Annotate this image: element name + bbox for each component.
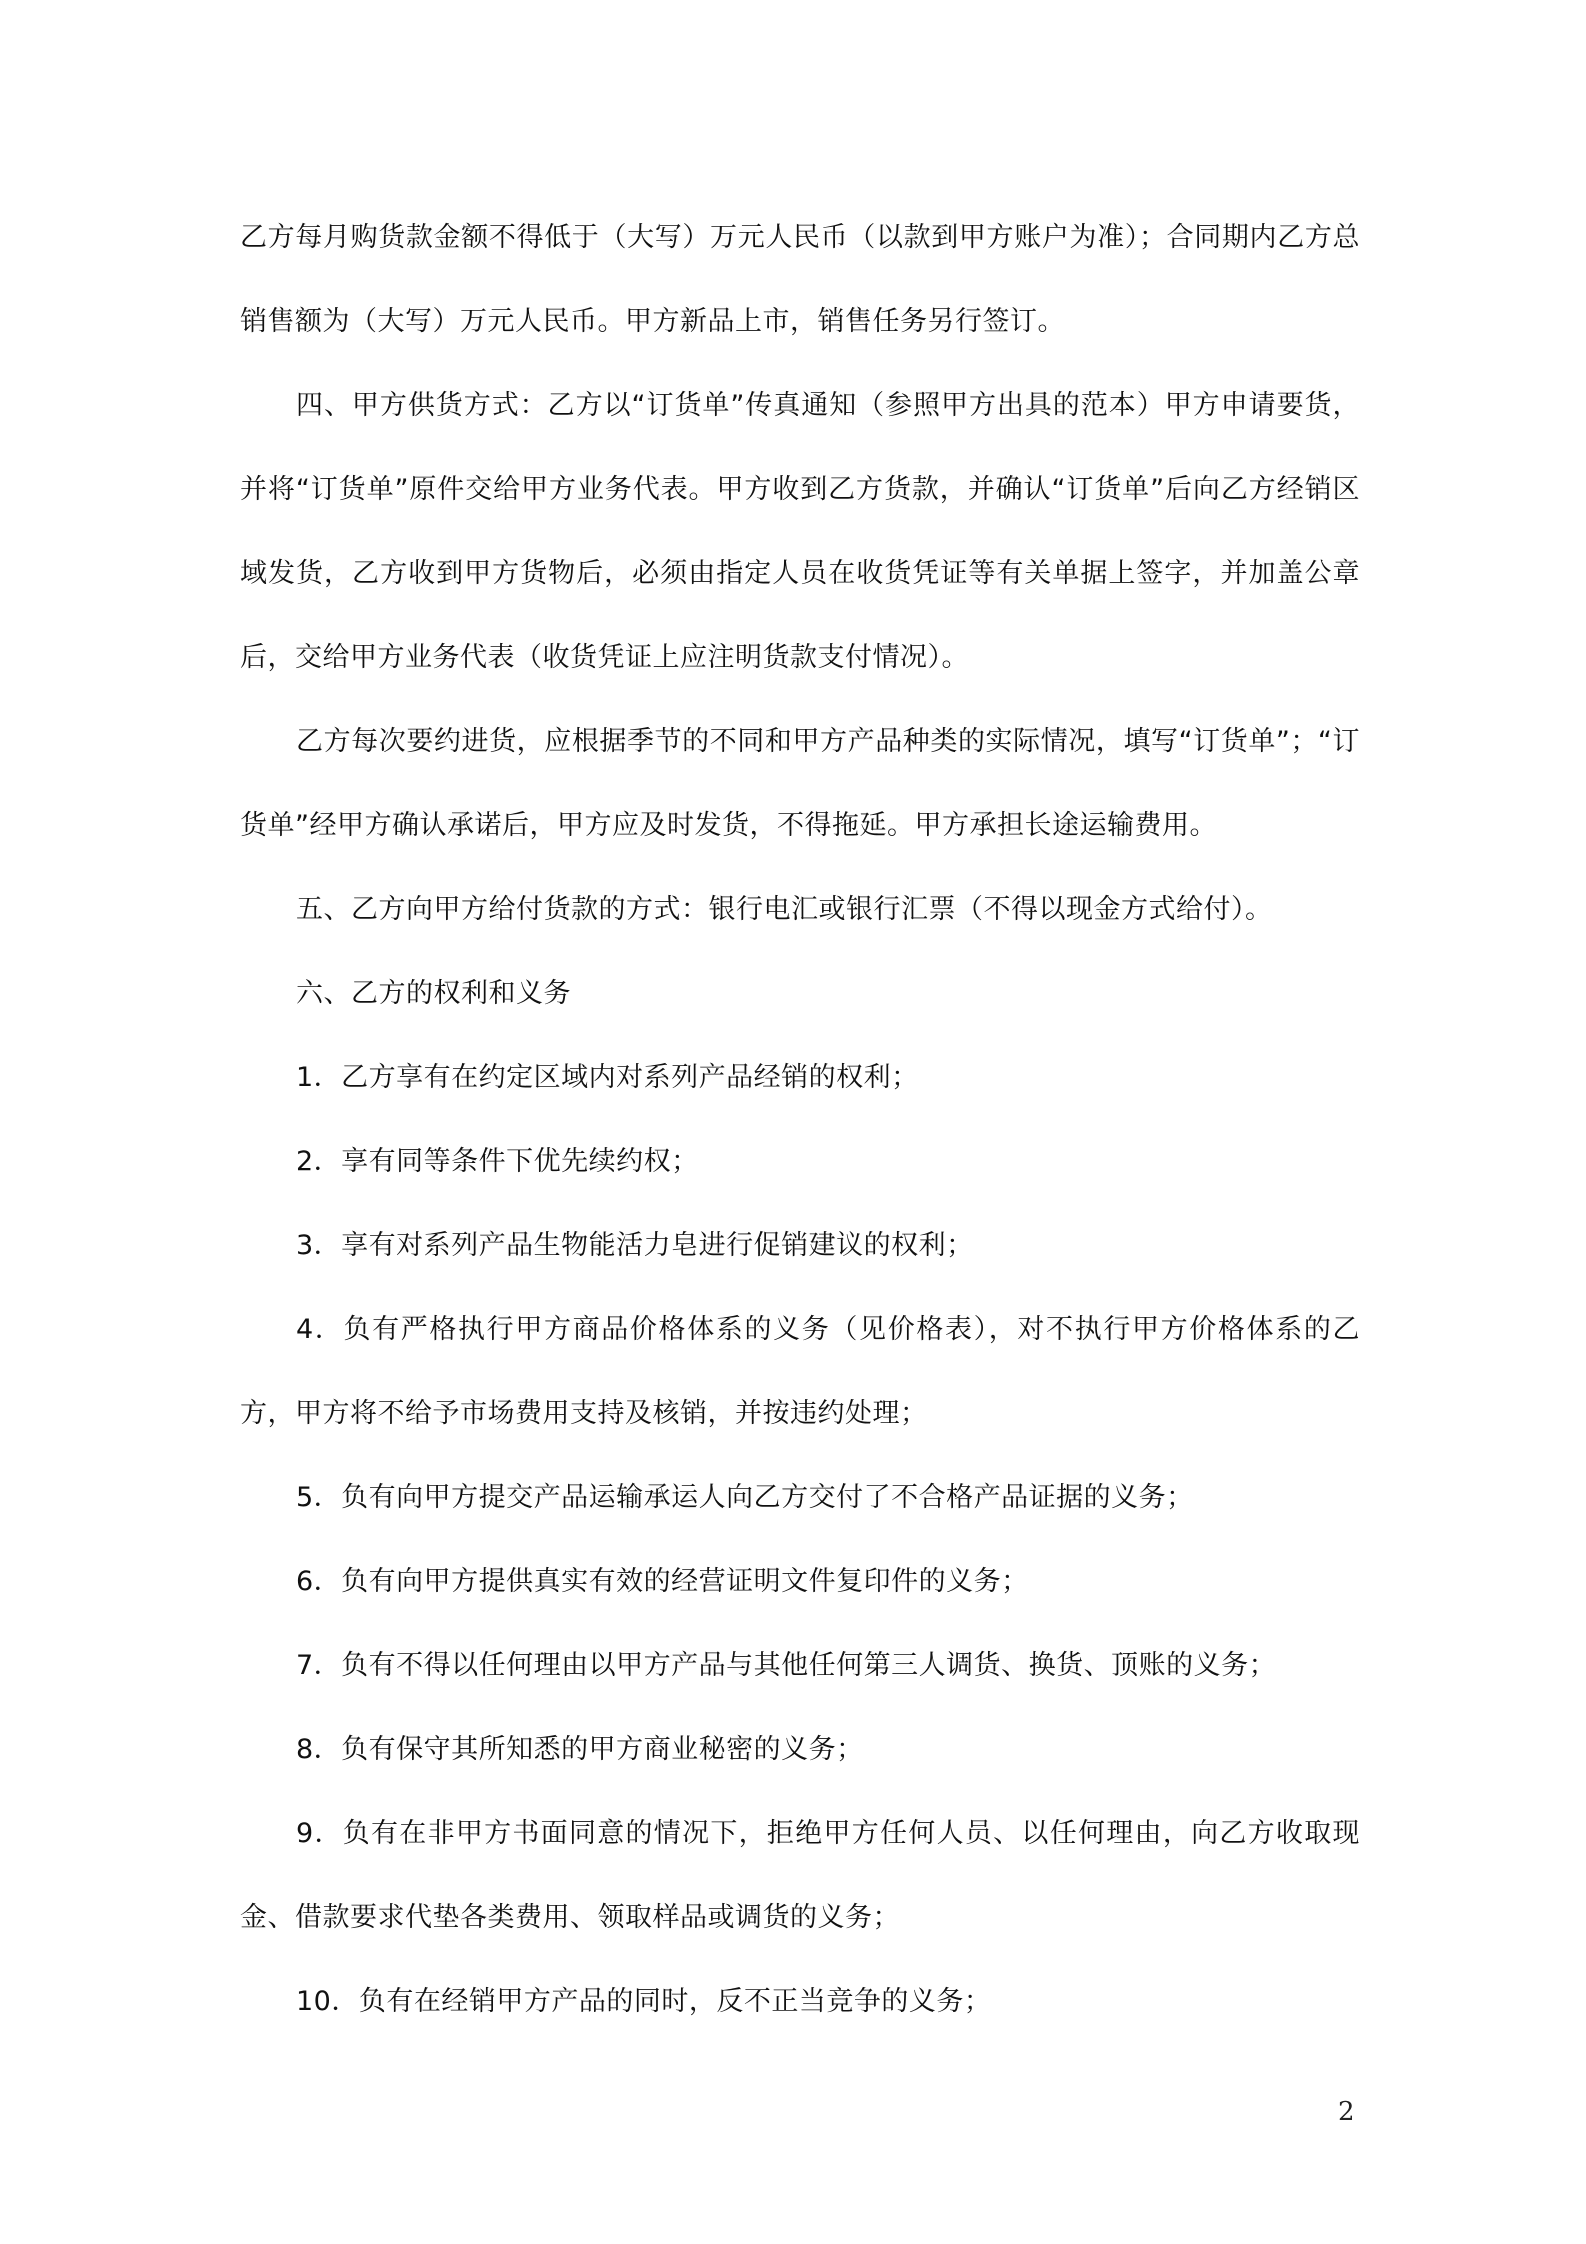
section-heading-clause-6: 六、乙方的权利和义务 (296, 978, 571, 1009)
list-item-3: 3．享有对系列产品生物能活力皂进行促销建议的权利； (296, 1230, 974, 1261)
paragraph-purchase-amount: 乙方每月购货款金额不得低于（大写）万元人民币（以款到甲方账户为准）；合同期内乙方总销售额为（大写）万元人民币。甲方新品上市，销售任务另行签订。 (240, 222, 1360, 337)
paragraph-order-placement: 乙方每次要约进货，应根据季节的不同和甲方产品种类的实际情况，填写“订货单”；“订货单”经甲方确认承诺后，甲方应及时发货，不得拖延。甲方承担长途运输费用。 (240, 726, 1360, 841)
document-body (240, 196, 1360, 2044)
paragraph-clause-5-payment-method: 五、乙方向甲方给付货款的方式：银行电汇或银行汇票（不得以现金方式给付）。 (296, 894, 1273, 925)
paragraph-clause-4-supply-method: 四、甲方供货方式：乙方以“订货单”传真通知（参照甲方出具的范本）甲方申请要货，并将“订货单”原件交给甲方业务代表。甲方收到乙方货款，并确认“订货单”后向乙方经销区域发货，乙方收到甲方货物后，必须由指定人员在收货凭证等有关单据上签字，并加盖公章后，交给甲方业务代表（收货凭证上应注明货款支付情况）。 (240, 390, 1360, 673)
page-number: 2 (1338, 2097, 1355, 2127)
list-item-7: 7．负有不得以任何理由以甲方产品与其他任何第三人调货、换货、顶账的义务； (296, 1650, 1277, 1681)
list-item-9: 9．负有在非甲方书面同意的情况下，拒绝甲方任何人员、以任何理由，向乙方收取现金、借款要求代垫各类费用、领取样品或调货的义务； (240, 1818, 1360, 1933)
list-item-2: 2．享有同等条件下优先续约权； (296, 1146, 699, 1177)
list-item-6: 6．负有向甲方提供真实有效的经营证明文件复印件的义务； (296, 1566, 1029, 1597)
list-item-8: 8．负有保守其所知悉的甲方商业秘密的义务； (296, 1734, 864, 1765)
list-item-1: 1．乙方享有在约定区域内对系列产品经销的权利； (296, 1062, 919, 1093)
list-item-10: 10．负有在经销甲方产品的同时，反不正当竞争的义务； (296, 1986, 992, 2017)
list-item-4: 4．负有严格执行甲方商品价格体系的义务（见价格表），对不执行甲方价格体系的乙方，甲方将不给予市场费用支持及核销，并按违约处理； (240, 1314, 1360, 1429)
list-item-5: 5．负有向甲方提交产品运输承运人向乙方交付了不合格产品证据的义务； (296, 1482, 1194, 1513)
